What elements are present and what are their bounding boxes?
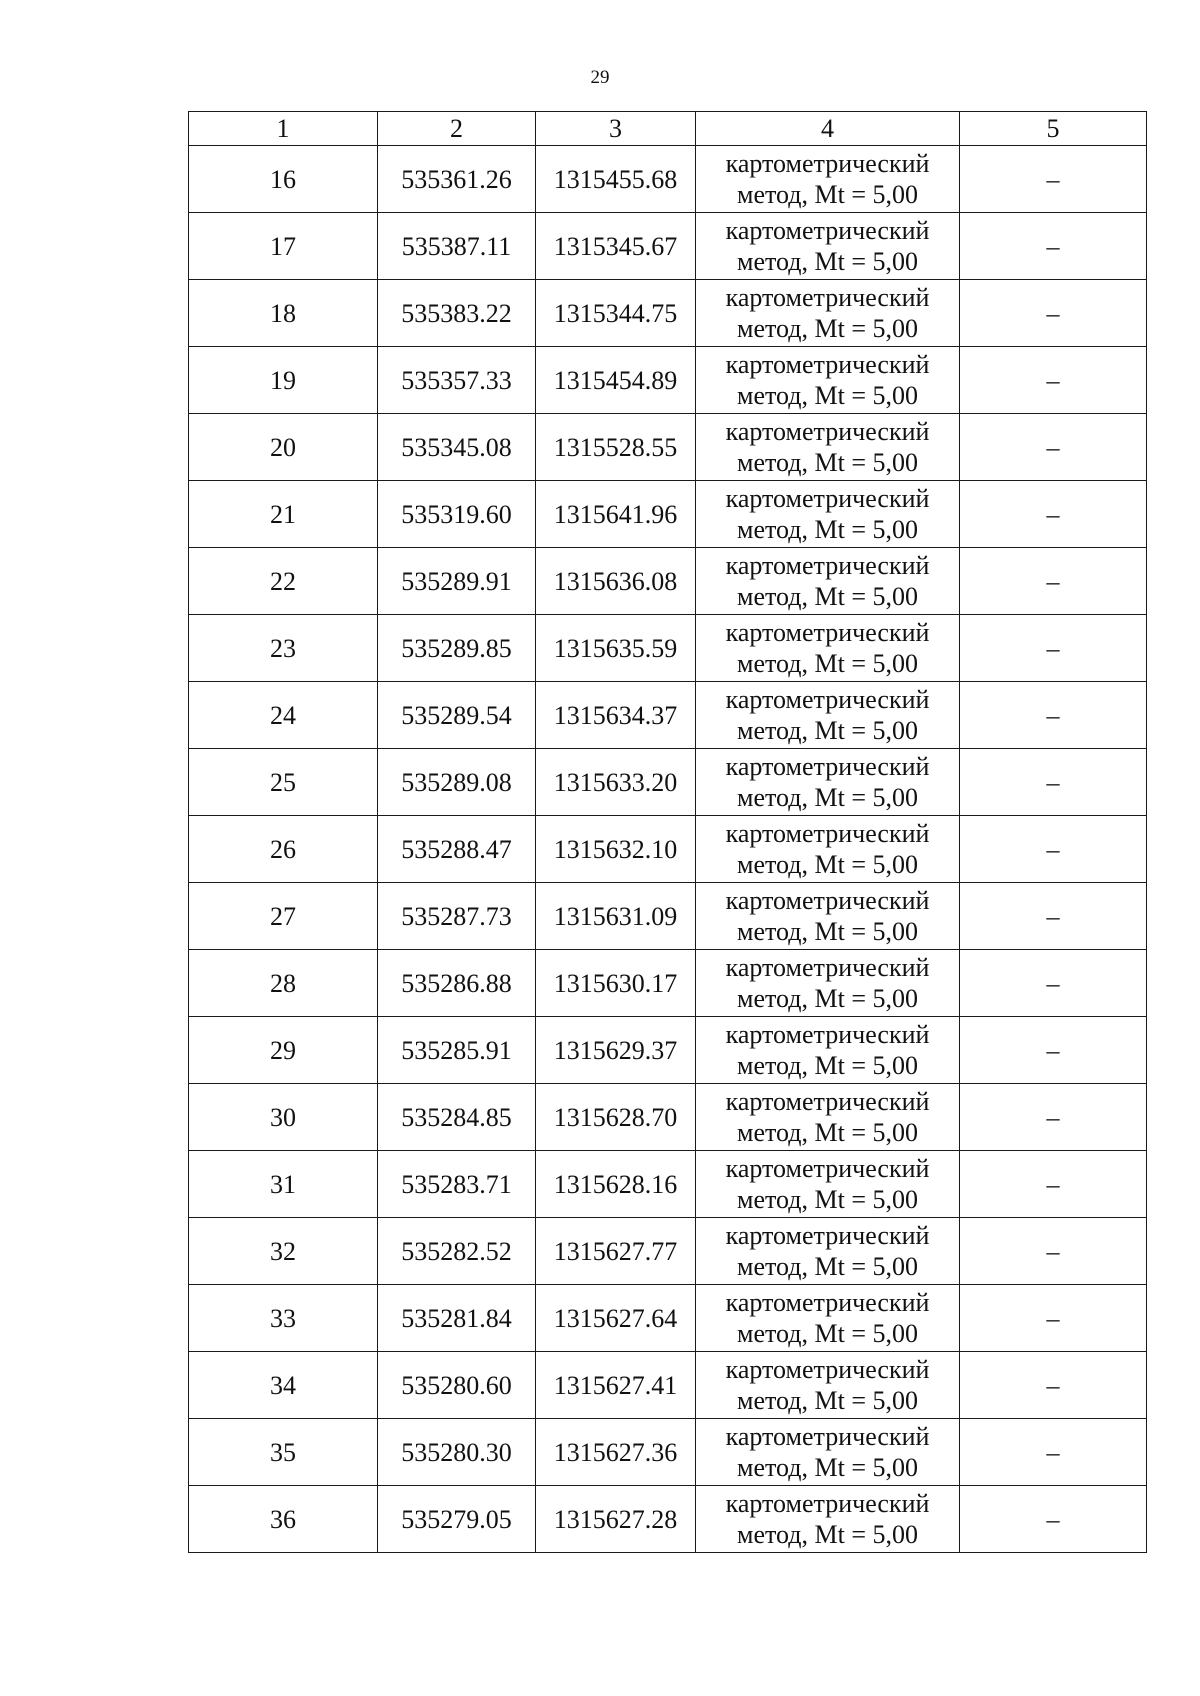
method-line-2: метод, Mt = 5,00 [737,850,918,879]
table-row [189,146,1147,213]
point-number-cell: 20 [189,414,378,481]
x-coordinate-cell: 535383.22 [378,280,536,347]
x-coordinate-cell: 535289.85 [378,615,536,682]
point-number-cell: 33 [189,1285,378,1352]
note-cell: – [960,1017,1147,1084]
method-cell [696,1151,960,1218]
x-coordinate-cell: 535281.84 [378,1285,536,1352]
method-cell [696,615,960,682]
table-row [189,548,1147,615]
point-number-cell: 23 [189,615,378,682]
column-header: 4 [696,112,960,146]
y-coordinate-cell: 1315629.37 [536,1017,696,1084]
column-header: 3 [536,112,696,146]
note-cell: – [960,1419,1147,1486]
table-row [189,1084,1147,1151]
x-coordinate-cell: 535289.08 [378,749,536,816]
method-line-1: картометрический [725,216,930,245]
method-cell [696,1486,960,1553]
x-coordinate-cell: 535387.11 [378,213,536,280]
x-coordinate-cell: 535287.73 [378,883,536,950]
note-cell: – [960,481,1147,548]
point-number-cell: 26 [189,816,378,883]
note-cell: – [960,749,1147,816]
method-line-2: метод, Mt = 5,00 [737,1520,918,1549]
point-number-cell: 32 [189,1218,378,1285]
y-coordinate-cell: 1315632.10 [536,816,696,883]
x-coordinate-cell: 535289.54 [378,682,536,749]
method-cell [696,481,960,548]
note-cell: – [960,213,1147,280]
x-coordinate-cell: 535286.88 [378,950,536,1017]
table-row [189,280,1147,347]
note-cell: – [960,1218,1147,1285]
header-row [189,112,1147,146]
column-header: 5 [960,112,1147,146]
table-header [189,112,1147,146]
x-coordinate-cell: 535282.52 [378,1218,536,1285]
method-line-2: метод, Mt = 5,00 [737,783,918,812]
table-row [189,816,1147,883]
x-coordinate-cell: 535288.47 [378,816,536,883]
method-cell [696,280,960,347]
method-line-1: картометрический [725,752,930,781]
method-line-1: картометрический [725,953,930,982]
y-coordinate-cell: 1315627.64 [536,1285,696,1352]
method-line-1: картометрический [725,350,930,379]
y-coordinate-cell: 1315627.28 [536,1486,696,1553]
x-coordinate-cell: 535279.05 [378,1486,536,1553]
point-number-cell: 16 [189,146,378,213]
method-line-1: картометрический [725,283,930,312]
note-cell: – [960,548,1147,615]
method-line-2: метод, Mt = 5,00 [737,716,918,745]
y-coordinate-cell: 1315631.09 [536,883,696,950]
method-cell [696,1419,960,1486]
column-header: 2 [378,112,536,146]
method-cell [696,682,960,749]
table-row [189,749,1147,816]
point-number-cell: 28 [189,950,378,1017]
method-line-1: картометрический [725,1422,930,1451]
table-row [189,1151,1147,1218]
note-cell: – [960,280,1147,347]
method-line-2: метод, Mt = 5,00 [737,1185,918,1214]
table-row [189,883,1147,950]
y-coordinate-cell: 1315627.77 [536,1218,696,1285]
note-cell: – [960,1352,1147,1419]
method-line-2: метод, Mt = 5,00 [737,1118,918,1147]
method-line-1: картометрический [725,1087,930,1116]
point-number-cell: 19 [189,347,378,414]
method-cell [696,1218,960,1285]
x-coordinate-cell: 535345.08 [378,414,536,481]
y-coordinate-cell: 1315633.20 [536,749,696,816]
point-number-cell: 17 [189,213,378,280]
method-cell [696,1285,960,1352]
method-cell [696,1084,960,1151]
method-line-2: метод, Mt = 5,00 [737,984,918,1013]
x-coordinate-cell: 535284.85 [378,1084,536,1151]
note-cell: – [960,414,1147,481]
x-coordinate-cell: 535280.60 [378,1352,536,1419]
method-line-2: метод, Mt = 5,00 [737,247,918,276]
point-number-cell: 18 [189,280,378,347]
x-coordinate-cell: 535289.91 [378,548,536,615]
method-line-1: картометрический [725,685,930,714]
note-cell: – [960,1084,1147,1151]
method-cell [696,146,960,213]
point-number-cell: 36 [189,1486,378,1553]
method-cell [696,883,960,950]
method-line-2: метод, Mt = 5,00 [737,582,918,611]
y-coordinate-cell: 1315627.41 [536,1352,696,1419]
method-line-2: метод, Mt = 5,00 [737,1453,918,1482]
table-row [189,414,1147,481]
method-cell [696,414,960,481]
method-line-2: метод, Mt = 5,00 [737,448,918,477]
method-cell [696,347,960,414]
method-cell [696,1352,960,1419]
y-coordinate-cell: 1315345.67 [536,213,696,280]
table-row [189,347,1147,414]
method-line-2: метод, Mt = 5,00 [737,1319,918,1348]
method-cell [696,1017,960,1084]
method-line-1: картометрический [725,1489,930,1518]
method-line-1: картометрический [725,1221,930,1250]
method-line-1: картометрический [725,1020,930,1049]
note-cell: – [960,816,1147,883]
method-line-1: картометрический [725,551,930,580]
method-line-1: картометрический [725,1355,930,1384]
y-coordinate-cell: 1315455.68 [536,146,696,213]
point-number-cell: 34 [189,1352,378,1419]
point-number-cell: 31 [189,1151,378,1218]
table-row [189,1419,1147,1486]
table-row [189,1017,1147,1084]
method-line-2: метод, Mt = 5,00 [737,1252,918,1281]
method-cell [696,816,960,883]
method-line-1: картометрический [725,886,930,915]
note-cell: – [960,682,1147,749]
y-coordinate-cell: 1315528.55 [536,414,696,481]
method-line-2: метод, Mt = 5,00 [737,649,918,678]
method-line-2: метод, Mt = 5,00 [737,917,918,946]
y-coordinate-cell: 1315628.16 [536,1151,696,1218]
method-line-1: картометрический [725,149,930,178]
note-cell: – [960,1285,1147,1352]
note-cell: – [960,883,1147,950]
table-row [189,1285,1147,1352]
method-line-2: метод, Mt = 5,00 [737,314,918,343]
note-cell: – [960,1486,1147,1553]
column-header: 1 [189,112,378,146]
method-cell [696,950,960,1017]
x-coordinate-cell: 535283.71 [378,1151,536,1218]
method-line-1: картометрический [725,1288,930,1317]
coordinates-table [188,111,1147,1553]
point-number-cell: 30 [189,1084,378,1151]
method-line-1: картометрический [725,618,930,647]
note-cell: – [960,146,1147,213]
note-cell: – [960,950,1147,1017]
method-line-2: метод, Mt = 5,00 [737,1386,918,1415]
table-row [189,213,1147,280]
y-coordinate-cell: 1315344.75 [536,280,696,347]
method-line-1: картометрический [725,1154,930,1183]
x-coordinate-cell: 535285.91 [378,1017,536,1084]
y-coordinate-cell: 1315630.17 [536,950,696,1017]
y-coordinate-cell: 1315641.96 [536,481,696,548]
table-row [189,481,1147,548]
x-coordinate-cell: 535280.30 [378,1419,536,1486]
y-coordinate-cell: 1315636.08 [536,548,696,615]
method-cell [696,749,960,816]
method-line-2: метод, Mt = 5,00 [737,180,918,209]
y-coordinate-cell: 1315627.36 [536,1419,696,1486]
x-coordinate-cell: 535319.60 [378,481,536,548]
point-number-cell: 24 [189,682,378,749]
table-body [189,146,1147,1553]
page-number: 29 [590,67,610,88]
note-cell: – [960,347,1147,414]
table-row [189,1486,1147,1553]
x-coordinate-cell: 535357.33 [378,347,536,414]
point-number-cell: 21 [189,481,378,548]
point-number-cell: 35 [189,1419,378,1486]
y-coordinate-cell: 1315628.70 [536,1084,696,1151]
method-cell [696,213,960,280]
method-line-2: метод, Mt = 5,00 [737,1051,918,1080]
point-number-cell: 29 [189,1017,378,1084]
point-number-cell: 25 [189,749,378,816]
y-coordinate-cell: 1315635.59 [536,615,696,682]
method-line-1: картометрический [725,484,930,513]
note-cell: – [960,615,1147,682]
point-number-cell: 27 [189,883,378,950]
y-coordinate-cell: 1315454.89 [536,347,696,414]
table-row [189,1218,1147,1285]
y-coordinate-cell: 1315634.37 [536,682,696,749]
table-row [189,1352,1147,1419]
method-line-1: картометрический [725,417,930,446]
method-line-2: метод, Mt = 5,00 [737,515,918,544]
note-cell: – [960,1151,1147,1218]
table-row [189,950,1147,1017]
point-number-cell: 22 [189,548,378,615]
method-line-1: картометрический [725,819,930,848]
table-row [189,615,1147,682]
method-line-2: метод, Mt = 5,00 [737,381,918,410]
x-coordinate-cell: 535361.26 [378,146,536,213]
method-cell [696,548,960,615]
table-row [189,682,1147,749]
